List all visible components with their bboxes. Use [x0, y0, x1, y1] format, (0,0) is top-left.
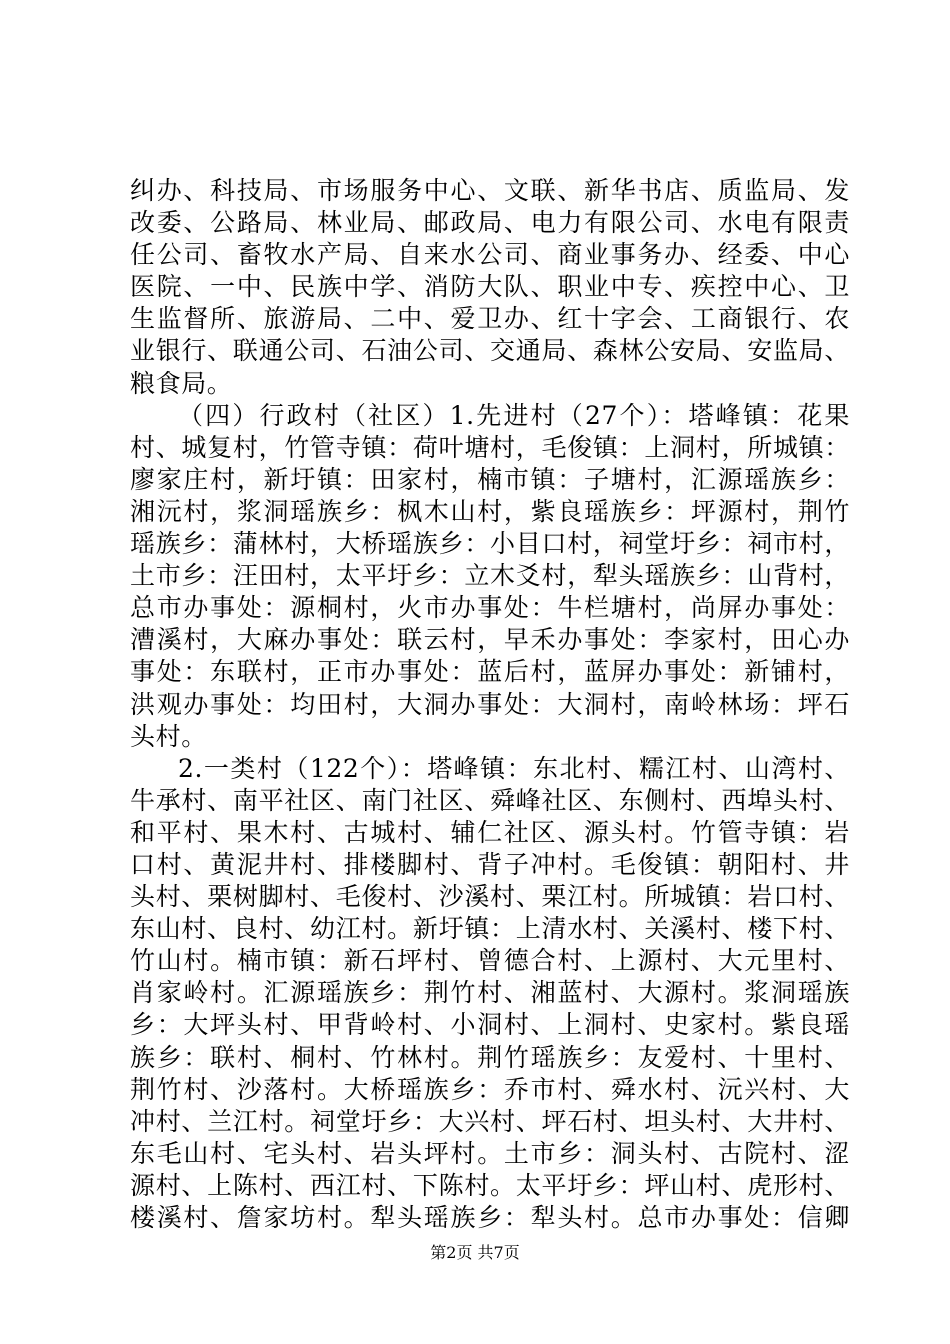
text-line: 东山村、良村、幼江村。新圩镇：上清水村、关溪村、楼下村、	[130, 914, 850, 944]
document-body	[130, 175, 850, 1234]
text-line: 总市办事处：源桐村，火市办事处：牛栏塘村，尚屏办事处：	[130, 593, 850, 623]
text-line: 乡：大坪头村、甲背岭村、小洞村、上洞村、史家村。紫良瑶	[130, 1010, 850, 1040]
text-line: 和平村、果木村、古城村、辅仁社区、源头村。竹管寺镇：岩	[130, 817, 850, 847]
text-line: 业银行、联通公司、石油公司、交通局、森林公安局、安监局、	[130, 336, 850, 366]
text-line: 廖家庄村，新圩镇：田家村，楠市镇：子塘村，汇源瑶族乡：	[130, 464, 850, 494]
text-line: 改委、公路局、林业局、邮政局、电力有限公司、水电有限责	[130, 208, 850, 238]
text-line: 村、城复村，竹管寺镇：荷叶塘村，毛俊镇：上洞村，所城镇：	[130, 432, 850, 462]
text-line: 头村。	[130, 721, 207, 751]
text-line: 纠办、科技局、市场服务中心、文联、新华书店、质监局、发	[130, 176, 850, 205]
page-number-footer: 第2页 共7页	[430, 1243, 520, 1262]
text-line: 荆竹村、沙落村。大桥瑶族乡：乔市村、舜水村、沅兴村、大	[130, 1074, 850, 1104]
text-line: 冲村、兰江村。祠堂圩乡：大兴村、坪石村、坦头村、大井村、	[130, 1106, 850, 1136]
text-line: 肖家岭村。汇源瑶族乡：荆竹村、湘蓝村、大源村。浆洞瑶族	[130, 978, 850, 1008]
text-line: 事处：东联村，正市办事处：蓝后村，蓝屏办事处：新铺村，	[130, 657, 850, 687]
text-line: 漕溪村，大麻办事处：联云村，早禾办事处：李家村，田心办	[130, 625, 850, 655]
text-line: 洪观办事处：均田村，大洞办事处：大洞村，南岭林场：坪石	[130, 689, 850, 719]
text-line: 东毛山村、宅头村、岩头坪村。土市乡：洞头村、古院村、涩	[130, 1138, 850, 1168]
text-line: 粮食局。	[130, 368, 233, 398]
text-line: 生监督所、旅游局、二中、爱卫办、红十字会、工商银行、农	[130, 304, 850, 334]
text-line: 源村、上陈村、西江村、下陈村。太平圩乡：坪山村、虎形村、	[130, 1170, 850, 1200]
text-line: 竹山村。楠市镇：新石坪村、曾德合村、上源村、大元里村、	[130, 946, 850, 976]
text-line: 牛承村、南平社区、南门社区、舜峰社区、东侧村、西埠头村、	[130, 785, 850, 815]
text-line: 口村、黄泥井村、排楼脚村、背子冲村。毛俊镇：朝阳村、井	[130, 849, 850, 879]
text-line: 头村、栗树脚村、毛俊村、沙溪村、栗江村。所城镇：岩口村、	[130, 882, 850, 912]
text-line: 医院、一中、民族中学、消防大队、职业中专、疾控中心、卫	[130, 272, 850, 302]
text-line: 2.一类村（122个）：塔峰镇：东北村、糯江村、山湾村、	[178, 753, 850, 783]
text-line: 土市乡：汪田村，太平圩乡：立木爻村，犁头瑶族乡：山背村，	[130, 561, 850, 591]
text-line: 楼溪村、詹家坊村。犁头瑶族乡：犁头村。总市办事处：信卿	[130, 1203, 850, 1232]
text-line: （四）行政村（社区）1.先进村（27个）：塔峰镇：花果	[178, 400, 850, 430]
text-line: 族乡：联村、桐村、竹林村。荆竹瑶族乡：友爱村、十里村、	[130, 1042, 850, 1072]
text-line: 瑶族乡：蒲林村，大桥瑶族乡：小目口村，祠堂圩乡：祠市村，	[130, 529, 850, 559]
text-line: 湘沅村，浆洞瑶族乡：枫木山村，紫良瑶族乡：坪源村，荆竹	[130, 496, 850, 526]
text-line: 任公司、畜牧水产局、自来水公司、商业事务办、经委、中心	[130, 240, 850, 270]
